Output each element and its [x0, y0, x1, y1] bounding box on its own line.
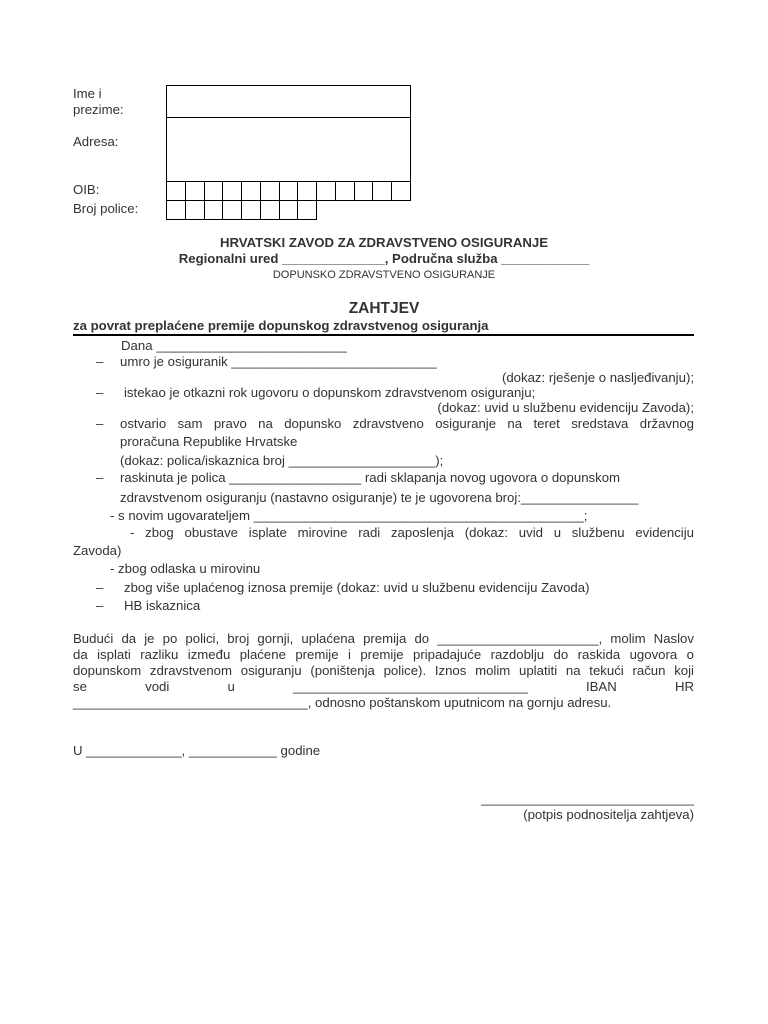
list-dash: –: [96, 385, 104, 400]
address-field[interactable]: [166, 117, 411, 182]
paragraph-line4: se vodi u ________________________________ IBAN HR: [73, 679, 694, 694]
oib-digit-cell[interactable]: [298, 182, 317, 200]
item-date: Dana __________________________: [121, 338, 347, 353]
address-label: Adresa:: [73, 134, 119, 149]
item-new-contractor: - s novim ugovarateljem _____________________________________________;: [110, 508, 588, 523]
oib-digit-cell[interactable]: [186, 182, 205, 200]
institution-subtitle: DOPUNSKO ZDRAVSTVENO OSIGURANJE: [272, 269, 496, 281]
oib-digit-cell[interactable]: [355, 182, 374, 200]
item-notice-expired-proof: (dokaz: uvid u službenu evidenciju Zavoda);: [437, 400, 694, 415]
policy-digit-cell[interactable]: [167, 201, 186, 219]
signature-line[interactable]: _____________________________: [481, 791, 694, 806]
oib-digit-cell[interactable]: [373, 182, 392, 200]
oib-digit-cell[interactable]: [167, 182, 186, 200]
place-date-line: U _____________, ____________ godine: [73, 743, 321, 758]
oib-field[interactable]: [166, 181, 411, 201]
list-dash: –: [96, 580, 104, 595]
paragraph-line3: dopunskom zdravstvenom osiguranju (poništenja police). Iznos molim uplatiti na tekući račun koji: [73, 663, 694, 678]
item-notice-expired: istekao je otkazni rok ugovoru o dopunskom zdravstvenom osiguranju;: [124, 385, 536, 400]
item-policy-terminated-line1: raskinuta je polica __________________ radi sklapanja novog ugovora o dopunskom: [120, 470, 621, 485]
oib-digit-cell[interactable]: [280, 182, 299, 200]
policy-digit-cell[interactable]: [205, 201, 224, 219]
item-state-budget-line1: ostvario sam pravo na dopunsko zdravstveno osiguranje na teret sredstava državnog: [120, 416, 694, 431]
paragraph-line1: Budući da je po polici, broj gornji, uplaćena premija do ______________________, molim Naslov: [73, 631, 694, 646]
policy-number-label: Broj police:: [73, 201, 139, 216]
oib-digit-cell[interactable]: [317, 182, 336, 200]
item-pension-suspension-line2: Zavoda): [73, 543, 122, 558]
item-overpaid-premium: zbog više uplaćenog iznosa premije (dokaz: uvid u službenu evidenciju Zavoda): [124, 580, 590, 595]
policy-digit-cell[interactable]: [261, 201, 280, 219]
policy-digit-cell[interactable]: [186, 201, 205, 219]
oib-digit-cell[interactable]: [205, 182, 224, 200]
list-dash: –: [96, 470, 104, 485]
oib-digit-cell[interactable]: [392, 182, 411, 200]
oib-digit-cell[interactable]: [261, 182, 280, 200]
name-label-line2: prezime:: [73, 102, 124, 117]
policy-digit-cell[interactable]: [242, 201, 261, 219]
name-label-line1: Ime i: [73, 86, 102, 101]
policy-digit-cell[interactable]: [223, 201, 242, 219]
item-state-budget-proof: (dokaz: polica/iskaznica broj ____________________);: [120, 453, 444, 468]
policy-digit-cell[interactable]: [280, 201, 299, 219]
item-deceased-proof: (dokaz: rješenje o nasljeđivanju);: [501, 370, 694, 385]
request-title: ZAHTJEV: [348, 300, 420, 317]
list-dash: –: [96, 354, 104, 369]
list-dash: –: [96, 598, 104, 613]
request-subtitle: za povrat preplaćene premije dopunskog zdravstvenog osiguranja: [73, 318, 489, 333]
policy-digit-cell[interactable]: [298, 201, 317, 219]
signature-label: (potpis podnositelja zahtjeva): [523, 807, 694, 822]
title-divider: [73, 334, 694, 336]
institution-title: HRVATSKI ZAVOD ZA ZDRAVSTVENO OSIGURANJE: [220, 235, 548, 250]
item-state-budget-line2: proračuna Republike Hrvatske: [120, 434, 298, 449]
item-hb-card: HB iskaznica: [124, 598, 201, 613]
oib-digit-cell[interactable]: [223, 182, 242, 200]
list-dash: –: [96, 416, 104, 431]
item-retirement: - zbog odlaska u mirovinu: [110, 561, 261, 576]
policy-number-field[interactable]: [166, 200, 317, 220]
paragraph-line2: da isplati razliku između plaćene premije i premije pripadajuće razdoblju do raskida ugovora o: [73, 647, 694, 662]
oib-label: OIB:: [73, 182, 100, 197]
item-policy-terminated-line2: zdravstvenom osiguranju (nastavno osiguranje) te je ugovorena broj:________________: [120, 490, 639, 505]
office-line: Regionalni ured ______________, Područna služba ____________: [178, 251, 590, 266]
oib-digit-cell[interactable]: [336, 182, 355, 200]
name-field[interactable]: [166, 85, 411, 118]
item-pension-suspension-line1: - zbog obustave isplate mirovine radi zaposlenja (dokaz: uvid u službenu evidenciju: [130, 525, 694, 540]
oib-digit-cell[interactable]: [242, 182, 261, 200]
paragraph-line5: ________________________________, odnosno poštanskom uputnicom na gornju adresu.: [73, 695, 612, 710]
item-deceased: umro je osiguranik ____________________________: [120, 354, 437, 369]
